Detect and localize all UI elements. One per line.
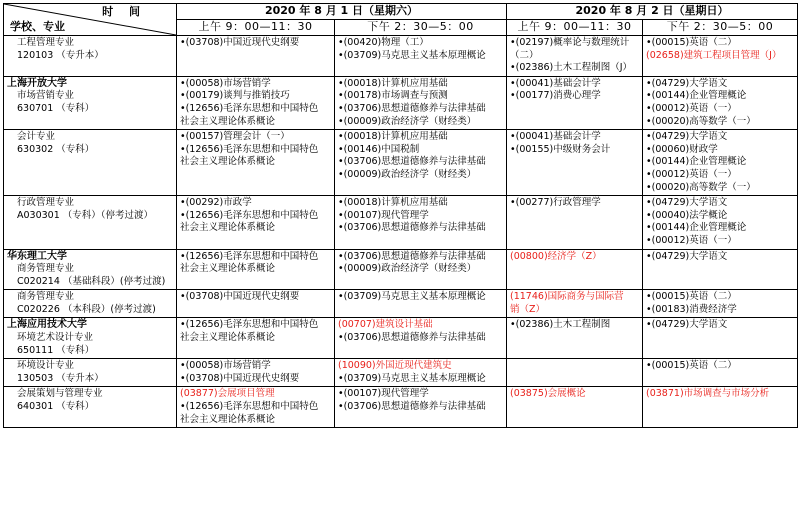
- exam-course: •(00155)中级财务会计: [510, 143, 611, 155]
- school-name: 上海开放大学: [7, 77, 67, 89]
- exam-course: •(00178)市场调查与预测: [338, 90, 448, 102]
- exam-course: •(04729)大学语文: [646, 131, 728, 143]
- exam-cell-day2-am: [507, 249, 643, 290]
- exam-course-continuation: 社会主义理论体系概论: [180, 263, 276, 275]
- major-code: 640301 （专科）: [17, 401, 95, 413]
- exam-course: •(00015)英语（二）: [646, 291, 737, 303]
- exam-course: •(00012)英语（一）: [646, 168, 737, 180]
- slot-header-day1-am: 上午 9：00—11：30: [177, 20, 335, 36]
- exam-cell-day2-am: [507, 290, 643, 318]
- slot-header-day2-am: 上午 9：00—11：30: [507, 20, 643, 36]
- exam-course: •(03706)思想道德修养与法律基础: [338, 102, 486, 114]
- exam-cell-day1-am: [177, 36, 335, 77]
- schedule-body: [4, 36, 798, 428]
- exam-course: •(00020)高等数学（一）: [646, 115, 756, 127]
- exam-course: •(04729)大学语文: [646, 77, 728, 89]
- exam-cell-day1-am: [177, 387, 335, 428]
- exam-course: •(00018)计算机应用基础: [338, 131, 448, 143]
- exam-course: (02658)建筑工程项目管理（J）: [646, 49, 782, 61]
- exam-cell-day2-am: [507, 76, 643, 129]
- exam-course: •(00144)企业管理概论: [646, 222, 747, 234]
- major-code: 120103 （专升本）: [17, 49, 104, 61]
- exam-course: •(00277)行政管理学: [510, 197, 601, 209]
- exam-cell-day1-am: [177, 359, 335, 387]
- school-major-cell: [4, 196, 177, 249]
- exam-course: •(00157)管理会计（一）: [180, 131, 290, 143]
- exam-course: •(00107)现代管理学: [338, 388, 429, 400]
- table-row: [4, 249, 798, 290]
- table-row: [4, 387, 798, 428]
- table-row: [4, 196, 798, 249]
- exam-cell-day2-am: [507, 318, 643, 359]
- exam-course-continuation: （二）: [510, 49, 539, 61]
- major-name: 环境艺术设计专业: [17, 332, 94, 344]
- exam-schedule-table: [3, 3, 798, 428]
- exam-course: •(12656)毛泽东思想和中国特色: [180, 102, 319, 114]
- exam-course: •(03706)思想道德修养与法律基础: [338, 332, 486, 344]
- exam-cell-day1-pm: [335, 196, 507, 249]
- exam-cell-day2-pm: [643, 130, 798, 196]
- exam-course: •(00107)现代管理学: [338, 209, 429, 221]
- major-name: 市场营销专业: [17, 90, 75, 102]
- exam-cell-day2-am: [507, 36, 643, 77]
- exam-course: •(00040)法学概论: [646, 209, 728, 221]
- exam-course: •(12656)毛泽东思想和中国特色: [180, 319, 319, 331]
- exam-cell-day1-pm: [335, 359, 507, 387]
- exam-cell-day2-pm: [643, 76, 798, 129]
- exam-course-continuation: 社会主义理论体系概论: [180, 115, 276, 127]
- exam-course: •(03709)马克思主义基本原理概论: [338, 372, 486, 384]
- exam-course: •(00009)政治经济学（财经类）: [338, 168, 477, 180]
- exam-course: •(00144)企业管理概论: [646, 90, 747, 102]
- exam-cell-day2-pm: [643, 249, 798, 290]
- exam-cell-day2-am: [507, 196, 643, 249]
- exam-cell-day1-am: [177, 76, 335, 129]
- exam-cell-day1-am: [177, 130, 335, 196]
- exam-course: •(03706)思想道德修养与法律基础: [338, 222, 486, 234]
- exam-course: •(04729)大学语文: [646, 197, 728, 209]
- exam-cell-day2-pm: [643, 318, 798, 359]
- exam-course: •(00020)高等数学（一）: [646, 181, 756, 193]
- slot-header-day2-pm: 下午 2：30—5：00: [643, 20, 798, 36]
- exam-course: •(04729)大学语文: [646, 250, 728, 262]
- school-major-cell: [4, 359, 177, 387]
- table-row: [4, 130, 798, 196]
- table-row: [4, 36, 798, 77]
- exam-course: •(00041)基础会计学: [510, 131, 601, 143]
- date-header-day1: 2020 年 8 月 1 日（星期六）: [177, 4, 507, 20]
- exam-course: (11746)国际商务与国际营: [510, 291, 624, 303]
- exam-course: •(12656)毛泽东思想和中国特色: [180, 250, 319, 262]
- exam-cell-day1-am: [177, 196, 335, 249]
- school-major-cell: [4, 76, 177, 129]
- exam-course: •(00058)市场营销学: [180, 360, 271, 372]
- exam-course: (00800)经济学（Z）: [510, 250, 602, 262]
- exam-course: •(00041)基础会计学: [510, 77, 601, 89]
- major-code: 130503 （专升本）: [17, 372, 104, 384]
- major-code: 630302 （专科）: [17, 143, 95, 155]
- school-major-cell: [4, 36, 177, 77]
- exam-cell-day1-pm: [335, 387, 507, 428]
- exam-course: •(03708)中国近现代史纲要: [180, 372, 300, 384]
- major-name: 行政管理专业: [17, 197, 75, 209]
- exam-course: •(00146)中国税制: [338, 143, 420, 155]
- exam-cell-day1-pm: [335, 290, 507, 318]
- exam-cell-day2-am: [507, 387, 643, 428]
- exam-course: •(00009)政治经济学（财经类）: [338, 263, 477, 275]
- major-code: C020214 （基础科段）(停考过渡): [17, 275, 166, 287]
- exam-course: •(02197)概率论与数理统计: [510, 37, 630, 48]
- major-name: 商务管理专业: [17, 291, 75, 303]
- exam-course-continuation: 社会主义理论体系概论: [180, 332, 276, 344]
- exam-course: •(03709)马克思主义基本原理概论: [338, 291, 486, 303]
- exam-cell-day1-pm: [335, 76, 507, 129]
- major-code: 650111 （专科）: [17, 344, 95, 356]
- school-name: 上海应用技术大学: [7, 319, 87, 331]
- exam-course: •(00018)计算机应用基础: [338, 77, 448, 89]
- exam-course: •(00009)政治经济学（财经类）: [338, 115, 477, 127]
- exam-course: •(00420)物理（工）: [338, 37, 429, 48]
- exam-course: (03875)会展概论: [510, 388, 586, 400]
- exam-course: •(00012)英语（一）: [646, 234, 737, 246]
- major-name: 工程管理专业: [17, 37, 75, 48]
- exam-course: •(12656)毛泽东思想和中国特色: [180, 209, 319, 221]
- exam-cell-day2-am: [507, 130, 643, 196]
- exam-course: •(00015)英语（二）: [646, 360, 737, 372]
- header-corner-cell: [4, 4, 177, 36]
- school-major-cell: [4, 387, 177, 428]
- exam-cell-day1-am: [177, 318, 335, 359]
- exam-course: •(03708)中国近现代史纲要: [180, 37, 300, 48]
- school-major-cell: [4, 290, 177, 318]
- exam-course: •(03706)思想道德修养与法律基础: [338, 250, 486, 262]
- exam-cell-day2-am: [507, 359, 643, 387]
- exam-course: •(12656)毛泽东思想和中国特色: [180, 401, 319, 413]
- table-row: [4, 318, 798, 359]
- exam-course: •(02386)土木工程制图: [510, 319, 611, 331]
- exam-course: •(00018)计算机应用基础: [338, 197, 448, 209]
- major-code: A030301 （专科）（停考过渡）: [17, 209, 154, 221]
- exam-cell-day1-am: [177, 249, 335, 290]
- school-major-cell: [4, 318, 177, 359]
- time-label: 时 间: [102, 5, 146, 18]
- major-code: C020226 （本科段）(停考过渡): [17, 303, 156, 315]
- exam-course: •(00183)消费经济学: [646, 303, 737, 315]
- exam-course: •(00058)市场营销学: [180, 77, 271, 89]
- exam-cell-day1-pm: [335, 130, 507, 196]
- exam-course: •(00060)财政学: [646, 143, 718, 155]
- exam-course: •(03706)思想道德修养与法律基础: [338, 156, 486, 168]
- exam-cell-day1-pm: [335, 249, 507, 290]
- school-major-cell: [4, 130, 177, 196]
- exam-course-continuation: 社会主义理论体系概论: [180, 222, 276, 234]
- date-header-day2: 2020 年 8 月 2 日（星期日）: [507, 4, 798, 20]
- school-major-cell: [4, 249, 177, 290]
- exam-cell-day2-pm: [643, 359, 798, 387]
- exam-course: •(03706)思想道德修养与法律基础: [338, 401, 486, 413]
- major-name: 商务管理专业: [17, 263, 75, 275]
- exam-course: •(00292)市政学: [180, 197, 252, 209]
- slot-header-day1-pm: 下午 2：30—5：00: [335, 20, 507, 36]
- exam-cell-day2-pm: [643, 196, 798, 249]
- exam-cell-day2-pm: [643, 290, 798, 318]
- school-name: 华东理工大学: [7, 250, 67, 262]
- exam-course: •(00179)谈判与推销技巧: [180, 90, 290, 102]
- major-name: 环境设计专业: [17, 360, 75, 372]
- major-name: 会展策划与管理专业: [17, 388, 103, 400]
- exam-course-continuation: 销（Z）: [510, 303, 546, 315]
- major-name: 会计专业: [17, 131, 56, 143]
- exam-cell-day2-pm: [643, 387, 798, 428]
- exam-course: •(04729)大学语文: [646, 319, 728, 331]
- exam-course: (00707)建筑设计基础: [338, 319, 433, 331]
- table-row: [4, 76, 798, 129]
- exam-cell-day1-pm: [335, 36, 507, 77]
- exam-course: •(12656)毛泽东思想和中国特色: [180, 143, 319, 155]
- exam-cell-day2-pm: [643, 36, 798, 77]
- exam-course-continuation: 社会主义理论体系概论: [180, 413, 276, 425]
- exam-course: (03871)市场调查与市场分析: [646, 388, 770, 400]
- table-row: [4, 290, 798, 318]
- exam-course: •(00177)消费心理学: [510, 90, 601, 102]
- exam-course: •(00015)英语（二）: [646, 37, 737, 48]
- exam-cell-day1-pm: [335, 318, 507, 359]
- exam-course-continuation: 社会主义理论体系概论: [180, 156, 276, 168]
- exam-cell-day1-am: [177, 290, 335, 318]
- exam-course: •(03709)马克思主义基本原理概论: [338, 49, 486, 61]
- exam-course: •(00144)企业管理概论: [646, 156, 747, 168]
- exam-course: (03877)会展项目管理: [180, 388, 275, 400]
- exam-course: •(02386)土木工程制图（J）: [510, 62, 633, 74]
- exam-course: •(03708)中国近现代史纲要: [180, 291, 300, 303]
- exam-course: (10090)外国近现代建筑史: [338, 360, 452, 372]
- major-code: 630701 （专科）: [17, 102, 95, 114]
- school-major-label: 学校、专业: [10, 20, 65, 34]
- exam-course: •(00012)英语（一）: [646, 102, 737, 114]
- table-row: [4, 359, 798, 387]
